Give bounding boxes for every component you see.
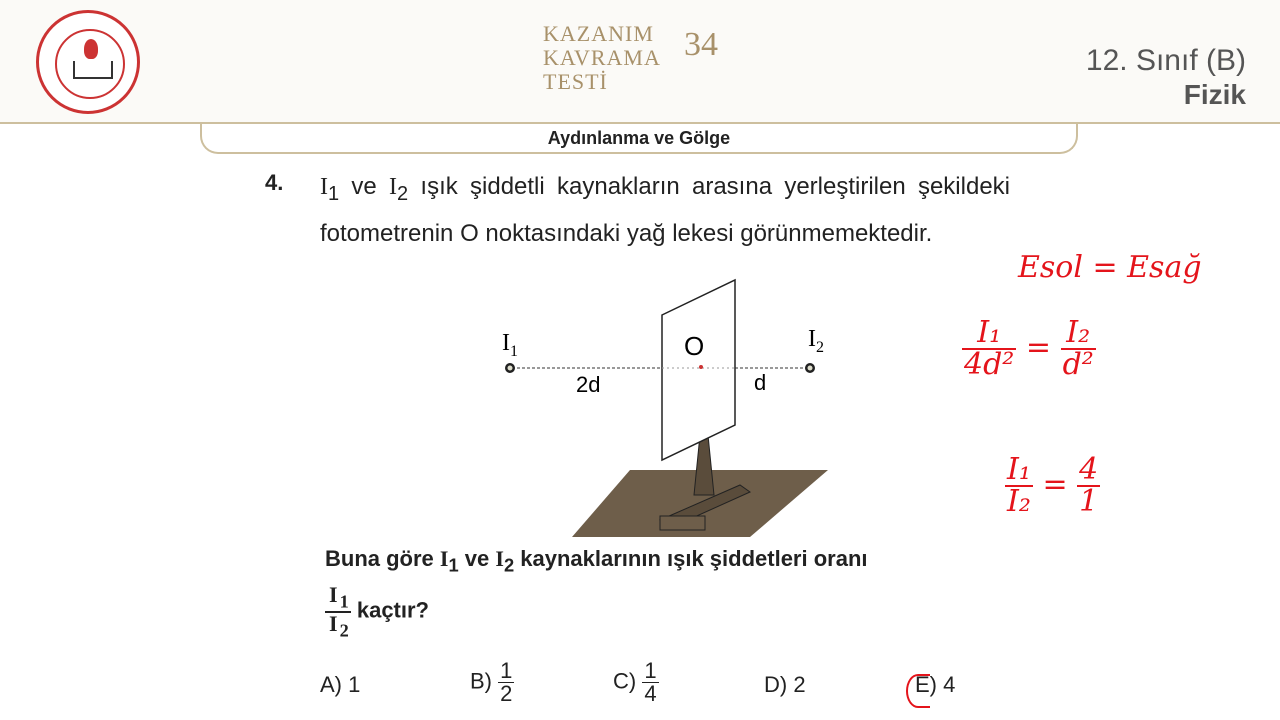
topic-title: Aydınlanma ve Gölge	[200, 122, 1078, 154]
light-source-i1-icon	[505, 363, 515, 373]
label-d: d	[754, 370, 767, 395]
screen	[662, 280, 735, 460]
page-header	[0, 0, 1280, 124]
question-prompt: Buna göre $I_1$ ve $I_2$ kaynaklarının ışık şiddetleri oranı	[325, 546, 868, 576]
handwritten-note-1: Esol = Esağ	[1018, 250, 1202, 285]
question-text: $I_1$ ve $I_2$ ışık şiddetli kaynakların arasına yerleştirilen şekildeki fotometrenin O noktasındaki yağ lekesi görünmemektedir.	[320, 173, 1010, 247]
series-title: KAZANIM KAVRAMA TESTİ	[543, 21, 661, 94]
choice-c[interactable]: C) $\frac{1}{4}$	[613, 658, 657, 706]
question-number: 4.	[265, 170, 284, 195]
choice-b[interactable]: B) $\frac{1}{2}$	[470, 658, 513, 706]
choice-d[interactable]: D) 2	[764, 672, 806, 697]
choice-e[interactable]: E) 4	[915, 672, 956, 697]
label-i2: $I_2$	[808, 326, 824, 356]
label-o: O	[684, 331, 705, 361]
choice-a[interactable]: A) 1	[320, 672, 361, 697]
grade-label: 12. Sınıf (B) Fizik	[1085, 44, 1246, 110]
photometer-diagram	[490, 270, 840, 540]
light-source-i2-icon	[805, 363, 815, 373]
base-block	[660, 516, 705, 530]
oil-spot	[699, 365, 703, 369]
ministry-logo	[36, 10, 140, 114]
question-prompt-ratio: $\frac{I _1}{I _2}$ kaçtır?	[325, 584, 429, 639]
handwritten-equation: $\frac{\text{I₁}}{\text{4d²}}$ = $\frac{\text{I₂}}{\text{d²}}$	[964, 315, 1094, 382]
test-number: 34	[684, 26, 718, 63]
label-2d: 2d	[576, 372, 601, 397]
answer-circle-mark	[906, 674, 930, 708]
label-i1: $I_1$	[502, 330, 518, 360]
handwritten-result: $\frac{\text{I₁}}{\text{I₂}}$ = $\frac{4}{1}$	[1007, 452, 1099, 519]
